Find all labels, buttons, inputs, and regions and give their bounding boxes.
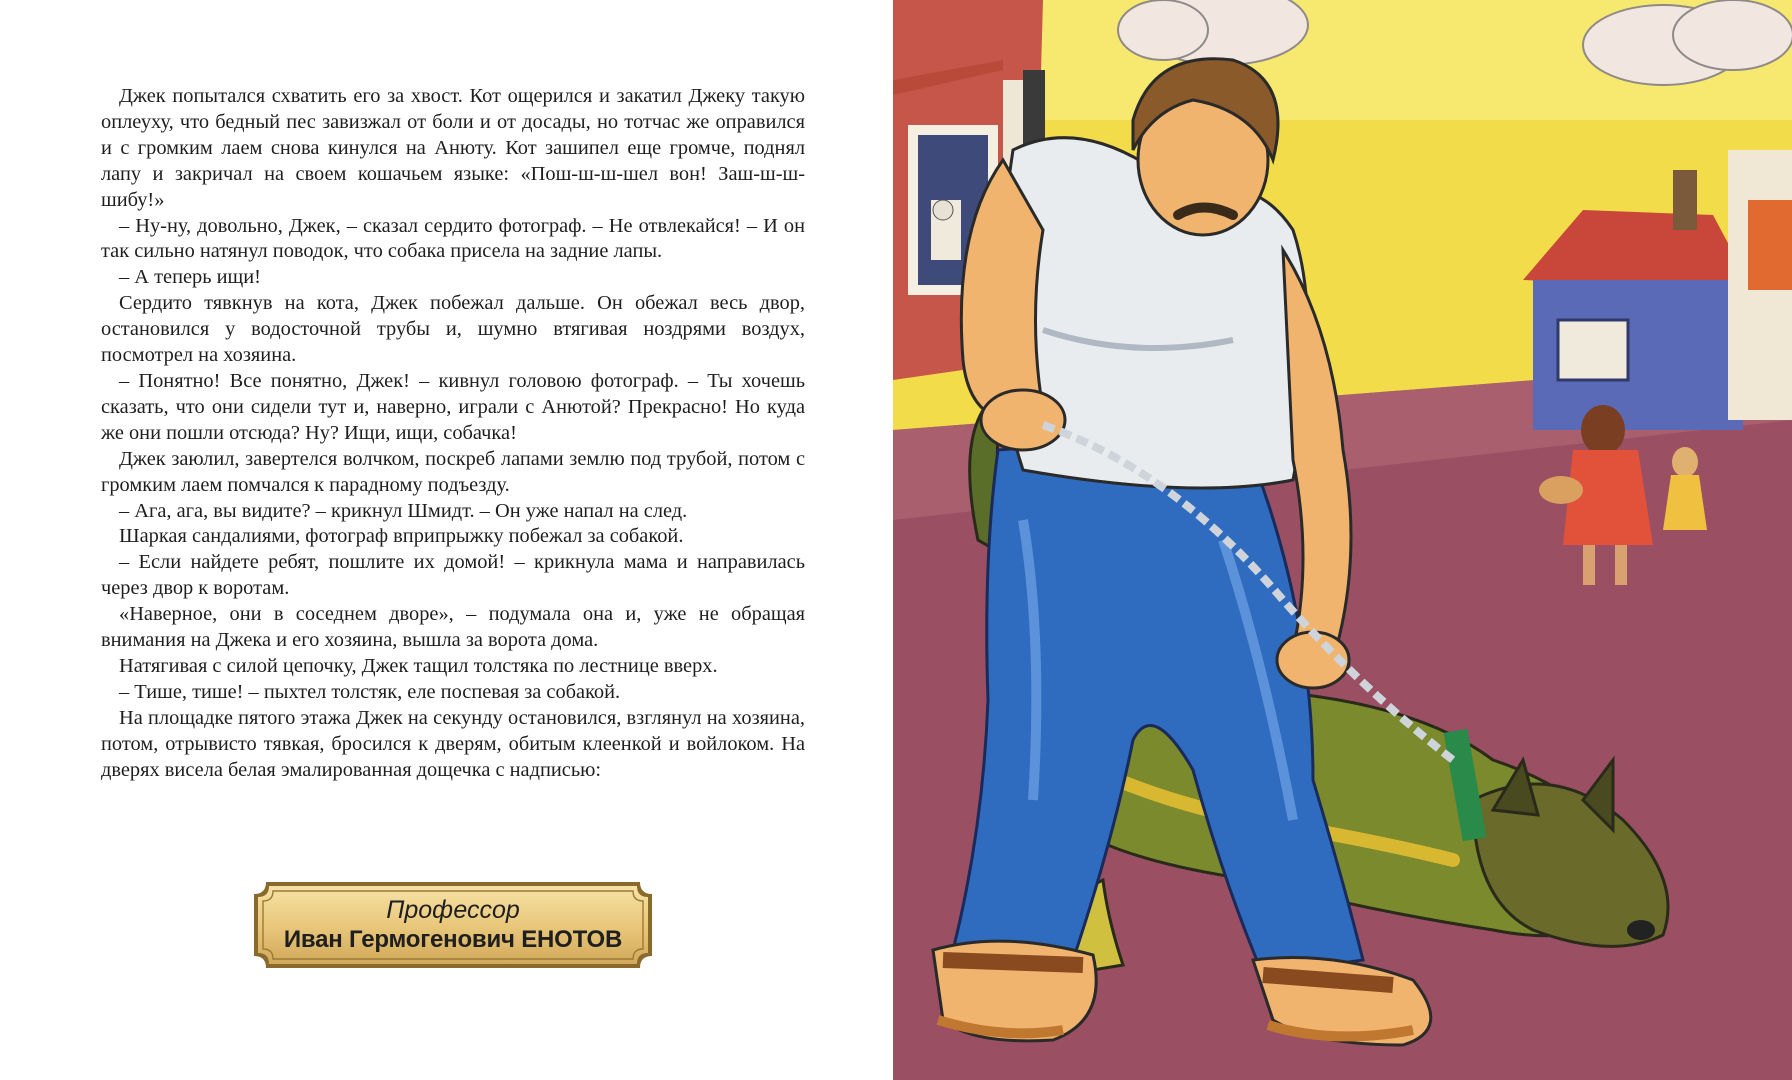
paragraph: Джек заюлил, завертелся волчком, поскреб лапами землю под трубой, потом с громким лаем помчался к парадному подъезду. [101, 447, 805, 496]
nameplate-title: Профессор [386, 895, 520, 924]
nameplate-name: Иван Гермогенович ЕНОТОВ [283, 925, 623, 953]
paragraph: Шаркая сандалиями, фотограф вприпрыжку побежал за собакой. [119, 525, 684, 548]
left-page [0, 0, 893, 1080]
door-nameplate [252, 880, 654, 970]
paragraph: – Ну-ну, довольно, Джек, – сказал сердито фотограф. – Не отвлекайся! – И он так сильно натянул поводок, что собака присела на задние лапы. [101, 214, 805, 263]
paragraph: «Наверное, они в соседнем дворе», – подумала она и, уже не обращая внимания на Джека и его хозяина, вышла за ворота дома. [101, 603, 805, 652]
paragraph: – Тише, тише! – пыхтел толстяк, еле поспевая за собакой. [119, 680, 621, 703]
paragraph: На площадке пятого этажа Джек на секунду остановился, взглянул на хозяина, потом, отрывисто тявкая, бросился к дверям, обитым клеенкой и войлоком. На дверях висела белая эмалированная дощечка с надписью: [101, 706, 805, 781]
illustration-man-with-dog [893, 0, 1792, 1080]
illustration [893, 0, 1792, 1080]
story-text [101, 84, 805, 783]
paragraph: Джек попытался схватить его за хвост. Кот ощерился и закатил Джеку такую оплеуху, что бедный пес завизжал от боли и от досады, но тотчас же оправился и с громким лаем снова кинулся на Анюту. Кот зашипел еще громче, поднял лапу и закричал на своем кошачьем языке: «Пош-ш-ш-шел вон! Заш-ш-ш-шибу!» [101, 85, 805, 211]
paragraph: Сердито тявкнув на кота, Джек побежал дальше. Он обежал весь двор, остановился у водосточной трубы и, шумно втягивая ноздрями воздух, посмотрел на хозяина. [101, 292, 805, 367]
paragraph: – А теперь ищи! [119, 266, 261, 289]
nameplate-text [252, 880, 654, 970]
paragraph: Натягивая с силой цепочку, Джек тащил толстяка по лестнице вверх. [119, 654, 718, 677]
paragraph: – Ага, ага, вы видите? – крикнул Шмидт. – Он уже напал на след. [119, 499, 688, 522]
paragraph: – Если найдете ребят, пошлите их домой! – крикнула мама и направилась через двор к воротам. [101, 551, 805, 600]
paragraph: – Понятно! Все понятно, Джек! – кивнул головою фотограф. – Ты хочешь сказать, что они сидели тут и, наверно, играли с Анютой? Прекрасно! Но куда же они пошли отсюда? Ну? Ищи, ищи, собачка! [101, 369, 805, 444]
